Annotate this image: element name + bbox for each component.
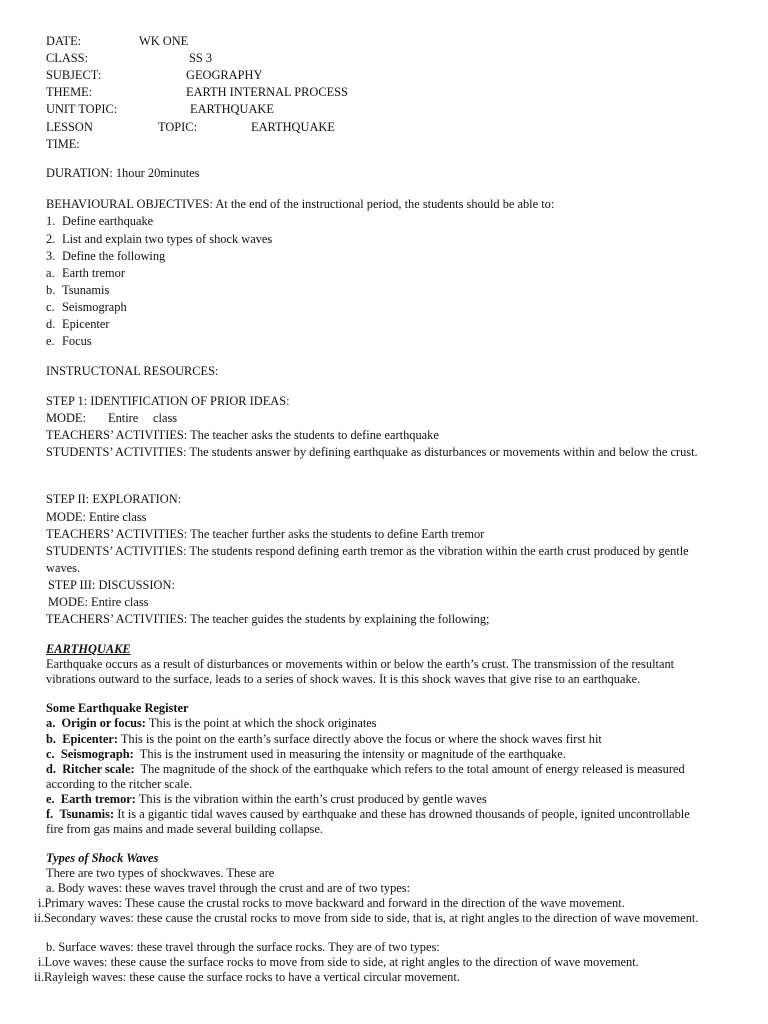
teacher-activities-label: TEACHERS’ ACTIVITIES:	[46, 428, 188, 442]
register-term: Earth tremor:	[60, 792, 136, 806]
register-term: Tsunamis:	[59, 807, 115, 821]
surface-waves-item: b. Surface waves: these travel through the surface rocks. They are of two types:	[46, 940, 440, 954]
step2-student-activities	[46, 544, 689, 559]
secondary-waves-item: ii.Secondary waves: these cause the crustal rocks to move from side to side, that is, at right angles to the direction of wave movement.	[34, 911, 699, 925]
register-item-epicenter	[46, 732, 602, 747]
teacher-activities-text: The teacher guides the students by explaining the following;	[190, 612, 490, 626]
objective-text: Define the following	[62, 249, 166, 263]
lesson-label: LESSON	[46, 120, 93, 134]
objective-text: Earth tremor	[62, 266, 125, 280]
register-item-tsunamis	[46, 807, 690, 822]
register-definition: The magnitude of the shock of the earthquake which refers to the total amount of energy released is measured	[140, 762, 685, 776]
date-value: WK ONE	[139, 34, 189, 48]
register-term: Ritcher scale:	[62, 762, 135, 776]
step2-title: STEP II: EXPLORATION:	[46, 492, 182, 506]
objective-text: List and explain two types of shock waves	[62, 232, 273, 246]
teacher-activities-label: TEACHERS’ ACTIVITIES:	[46, 527, 188, 541]
register-term: Origin or focus:	[61, 716, 146, 730]
objective-text: Define earthquake	[62, 214, 154, 228]
duration-line: DURATION: 1hour 20minutes	[46, 166, 200, 180]
objective-num: c.	[46, 300, 55, 314]
teacher-activities-label: TEACHERS’ ACTIVITIES:	[46, 612, 188, 626]
step1-mode-label: MODE:	[46, 411, 86, 425]
register-num: a.	[46, 716, 56, 730]
objective-num: 3.	[46, 249, 56, 263]
register-num: c.	[46, 747, 55, 761]
step3-title: STEP III: DISCUSSION:	[48, 578, 175, 592]
step1-mode-class: class	[153, 411, 178, 425]
register-definition: This is the instrument used in measuring the intensity or magnitude of the earthquake.	[139, 747, 566, 761]
register-item-focus	[46, 716, 377, 731]
step1-title: STEP 1: IDENTIFICATION OF PRIOR IDEAS:	[46, 394, 290, 408]
register-num: b.	[46, 732, 56, 746]
register-num: f.	[46, 807, 54, 821]
earthquake-heading: EARTHQUAKE	[46, 642, 131, 656]
objective-text: Tsunamis	[62, 283, 110, 297]
register-definition: It is a gigantic tidal waves caused by earthquake and these has drowned thousands of people, ignited uncontrollable	[117, 807, 690, 821]
shock-waves-heading: Types of Shock Waves	[46, 851, 159, 865]
objective-num: e.	[46, 334, 55, 348]
step2-teacher-activities	[46, 527, 484, 542]
step1-mode-entire: Entire	[108, 411, 139, 425]
register-definition: This is the point at which the shock originates	[148, 716, 377, 730]
unit-topic-value: EARTHQUAKE	[190, 102, 274, 116]
class-value: SS 3	[189, 51, 213, 65]
register-num: d.	[46, 762, 56, 776]
objective-num: a.	[46, 266, 55, 280]
register-item-earth-tremor	[46, 792, 487, 807]
register-definition: This is the point on the earth’s surface directly above the focus or where the shock waves first hit	[120, 732, 602, 746]
body-waves-item: a. Body waves: these waves travel through the crust and are of two types:	[46, 881, 411, 895]
objective-num: d.	[46, 317, 56, 331]
step3-teacher-activities	[46, 612, 489, 627]
objectives-intro: BEHAVIOURAL OBJECTIVES: At the end of the instructional period, the students should be able to:	[46, 197, 555, 211]
unit-topic-label: UNIT TOPIC:	[46, 102, 118, 116]
resources-heading: INSTRUCTONAL RESOURCES:	[46, 364, 219, 378]
register-item-ritcher-scale	[46, 762, 685, 777]
objective-text: Focus	[62, 334, 92, 348]
earthquake-paragraph-line2: vibrations outward to the surface, leads to a series of shock waves. It is this shock waves that give rise to an earthquake.	[46, 672, 641, 686]
register-definition: This is the vibration within the earth’s crust produced by gentle waves	[138, 792, 487, 806]
class-label: CLASS:	[46, 51, 89, 65]
time-label: TIME:	[46, 137, 80, 151]
step2-student-text-cont: waves.	[46, 561, 81, 575]
step2-mode: MODE: Entire class	[46, 510, 147, 524]
register-heading: Some Earthquake Register	[46, 701, 189, 715]
primary-waves-item: i.Primary waves: These cause the crustal rocks to move backward and forward in the direction of the wave movement.	[38, 896, 625, 910]
step1-student-activities	[46, 445, 698, 460]
step1-teacher-activities	[46, 428, 439, 443]
objective-text: Epicenter	[62, 317, 110, 331]
subject-label: SUBJECT:	[46, 68, 102, 82]
topic-value: EARTHQUAKE	[251, 120, 335, 134]
subject-value: GEOGRAPHY	[186, 68, 263, 82]
earthquake-paragraph-line1: Earthquake occurs as a result of disturbances or movements within or below the earth’s crust. The transmission of the resultant	[46, 657, 675, 671]
register-item-seismograph	[46, 747, 566, 762]
objective-num: 1.	[46, 214, 56, 228]
register-num: e.	[46, 792, 55, 806]
topic-label: TOPIC:	[158, 120, 198, 134]
date-label: DATE:	[46, 34, 82, 48]
register-definition-cont: according to the ritcher scale.	[46, 777, 193, 791]
register-term: Epicenter:	[62, 732, 118, 746]
shock-waves-intro: There are two types of shockwaves. These are	[46, 866, 275, 880]
love-waves-item: i.Love waves: these cause the surface rocks to move from side to side, at right angles to the direction of wave movement.	[38, 955, 639, 969]
teacher-activities-text: The teacher asks the students to define earthquake	[190, 428, 439, 442]
objective-num: b.	[46, 283, 56, 297]
register-term: Seismograph:	[60, 747, 134, 761]
objective-num: 2.	[46, 232, 56, 246]
teacher-activities-text: The teacher further asks the students to define Earth tremor	[190, 527, 485, 541]
step3-mode: MODE: Entire class	[48, 595, 149, 609]
student-activities-label: STUDENTS’ ACTIVITIES:	[46, 544, 187, 558]
theme-value: EARTH INTERNAL PROCESS	[186, 85, 348, 99]
student-activities-text: The students respond defining earth tremor as the vibration within the earth crust produced by gentle	[189, 544, 689, 558]
objective-text: Seismograph	[62, 300, 127, 314]
student-activities-label: STUDENTS’ ACTIVITIES:	[46, 445, 187, 459]
student-activities-text: The students answer by defining earthquake as disturbances or movements within and below the crust.	[189, 445, 698, 459]
rayleigh-waves-item: ii.Rayleigh waves: these cause the surface rocks to have a vertical circular movement.	[34, 970, 460, 984]
theme-label: THEME:	[46, 85, 93, 99]
register-definition-cont: fire from gas mains and made several building collapse.	[46, 822, 323, 836]
